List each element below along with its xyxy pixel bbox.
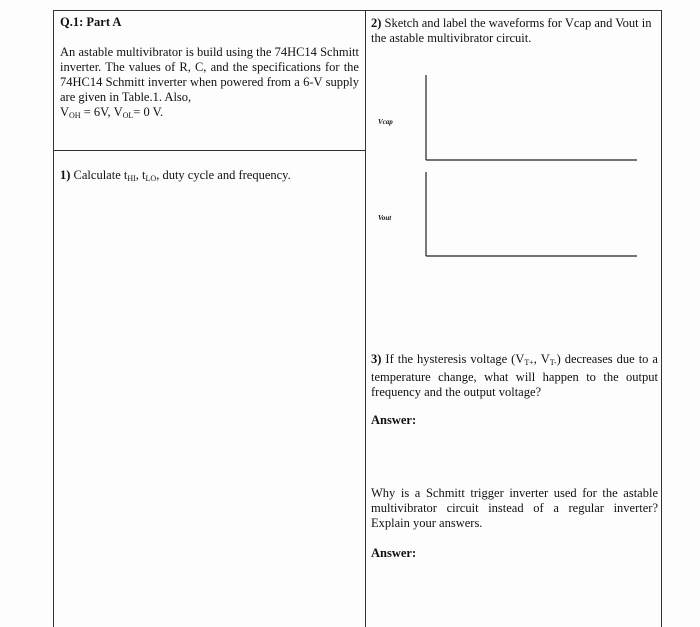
vcap-axis-label: Vcap: [378, 118, 393, 126]
answer-label-2: Answer:: [371, 546, 417, 560]
question-2: 2) Sketch and label the waveforms for Vcap and Vout in the astable multivibrator circuit.: [371, 16, 652, 45]
question-3: 3) If the hysteresis voltage ($V_{T+}$, $V_{T-}$) decreases due to a temperature change, what will happen to the output frequency and the output voltage?: [371, 352, 658, 399]
intro-text: An astable multivibrator is build using the 74HC14 Schmitt inverter. The values of R, C, and the specifications for the 74HC14 Schmitt inverter when powered from a 6-V supply are given in Table.1. Also,: [60, 45, 359, 104]
question-1: 1) Calculate $t_{HI}$, $t_{LO}$, duty cycle and frequency.: [60, 168, 291, 183]
voh-spec: $V_{OH} = 6V$,: [60, 105, 114, 120]
question-heading: Q.1: Part A: [60, 15, 122, 29]
vcap-axis: [426, 75, 637, 160]
answer-label-1: Answer:: [371, 413, 417, 427]
vout-axis-label: Vout: [378, 214, 392, 222]
vol-spec: $V_{OL}= 0$ V.: [113, 105, 164, 120]
question-4: Why is a Schmitt trigger inverter used for the astable multivibrator circuit instead of a regular inverter? Explain your answers.: [371, 486, 658, 530]
vout-axis: [426, 172, 637, 256]
